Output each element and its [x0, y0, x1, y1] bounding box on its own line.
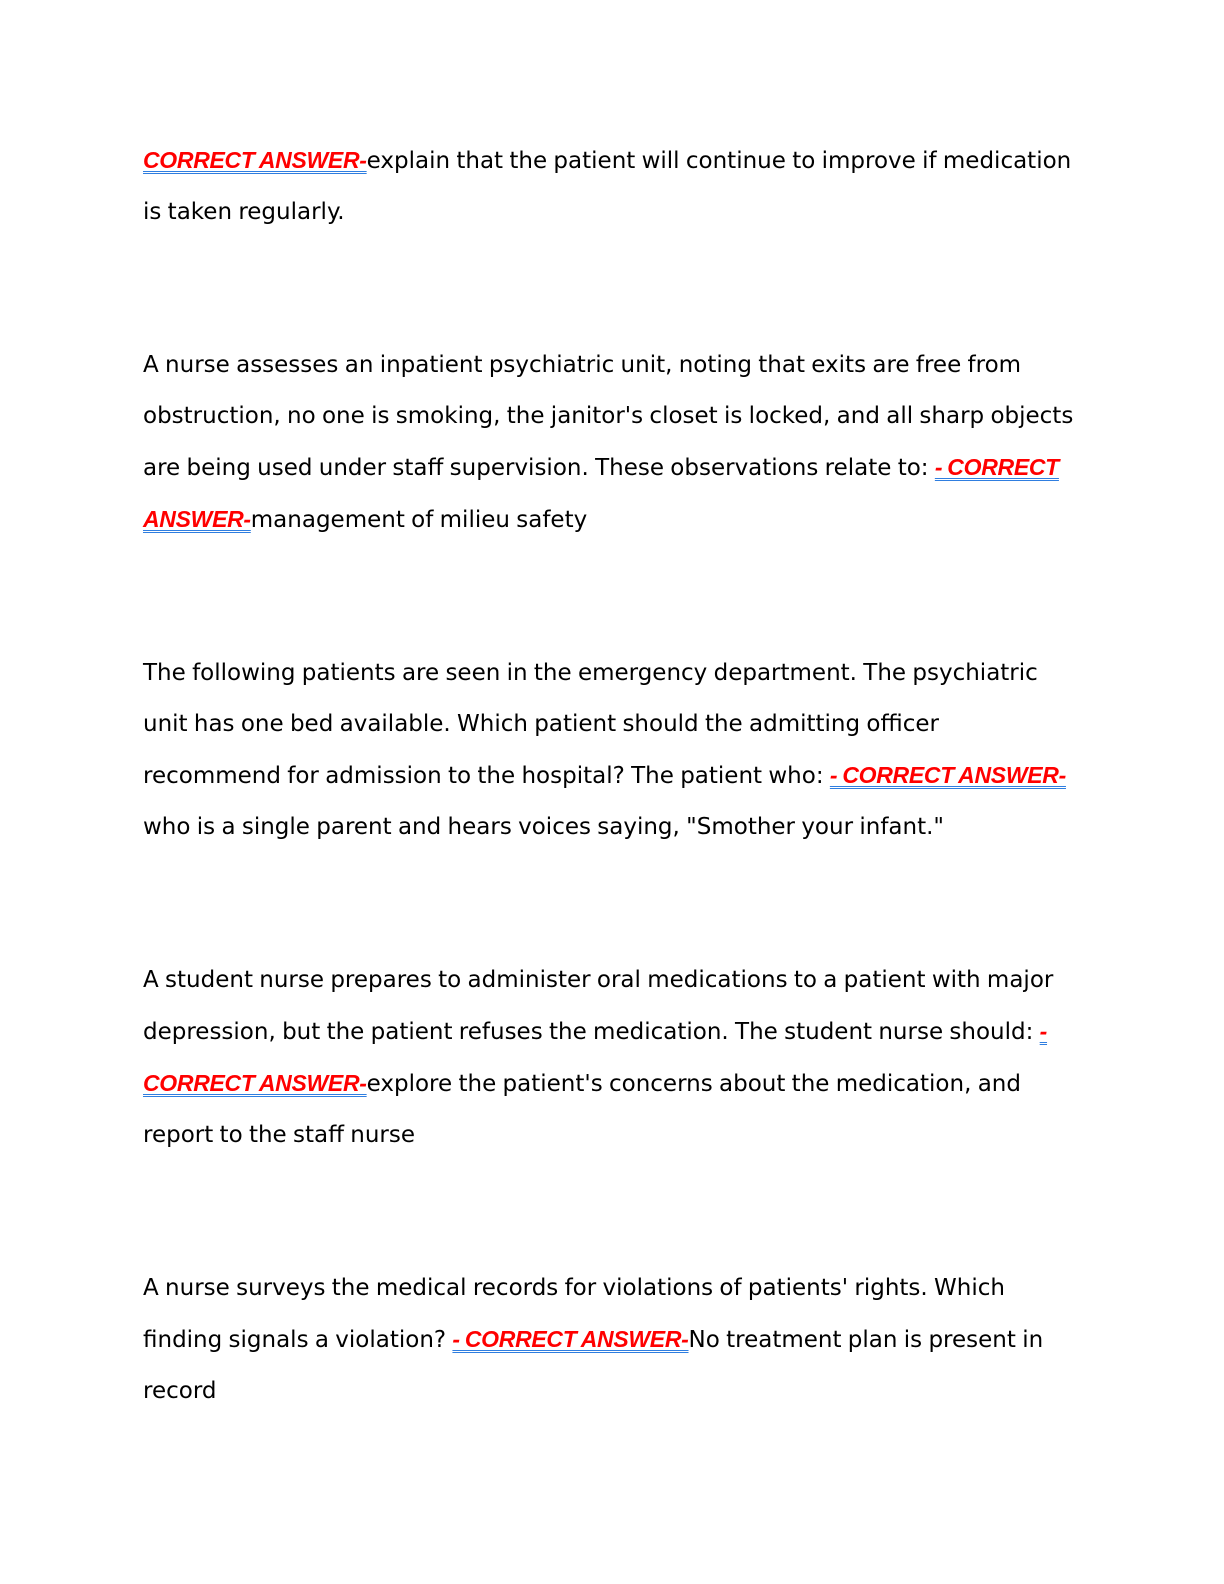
qa-block-4: [143, 955, 1078, 1161]
qa-block-2: [143, 340, 1078, 546]
correct-answer-label: - CORRECT ANSWER-: [829, 762, 1066, 788]
document-content: [143, 135, 1078, 1417]
question-text: A student nurse prepares to administer oral medications to a patient with major depression, but the patient refuses the medication. The student nurse should:: [143, 967, 1054, 1045]
correct-answer-label: - CORRECT ANSWER-: [452, 1326, 689, 1352]
answer-text: management of milieu safety: [250, 507, 588, 533]
correct-answer-label: - CORRECT ANSWER-: [143, 1018, 1048, 1096]
qa-block-1: [143, 135, 1078, 238]
qa-block-5: [143, 1263, 1078, 1417]
answer-text: No treatment plan is present in record: [143, 1327, 1044, 1404]
question-text: A nurse assesses an inpatient psychiatric unit, noting that exits are free from obstruction, no one is smoking, the janitor's closet is locked, and all sharp objects are being used under staff supervision. These observations relate to:: [143, 352, 1074, 481]
answer-text: explain that the patient will continue to improve if medication is taken regularly.: [143, 148, 1072, 225]
qa-block-3: [143, 648, 1078, 853]
answer-text: who is a single parent and hears voices saying, "Smother your infant.": [143, 814, 944, 840]
question-text: A nurse surveys the medical records for violations of patients' rights. Which finding signals a violation?: [143, 1275, 1005, 1353]
correct-answer-label: CORRECT ANSWER-: [143, 147, 367, 173]
answer-text: explore the patient's concerns about the medication, and report to the staff nurse: [143, 1071, 1021, 1148]
question-text: The following patients are seen in the emergency department. The psychiatric unit has one bed available. Which patient should the admitting officer recommend for admission to the hospital? The patient who:: [143, 660, 1038, 789]
correct-answer-label: - CORRECT ANSWER-: [143, 454, 1059, 532]
